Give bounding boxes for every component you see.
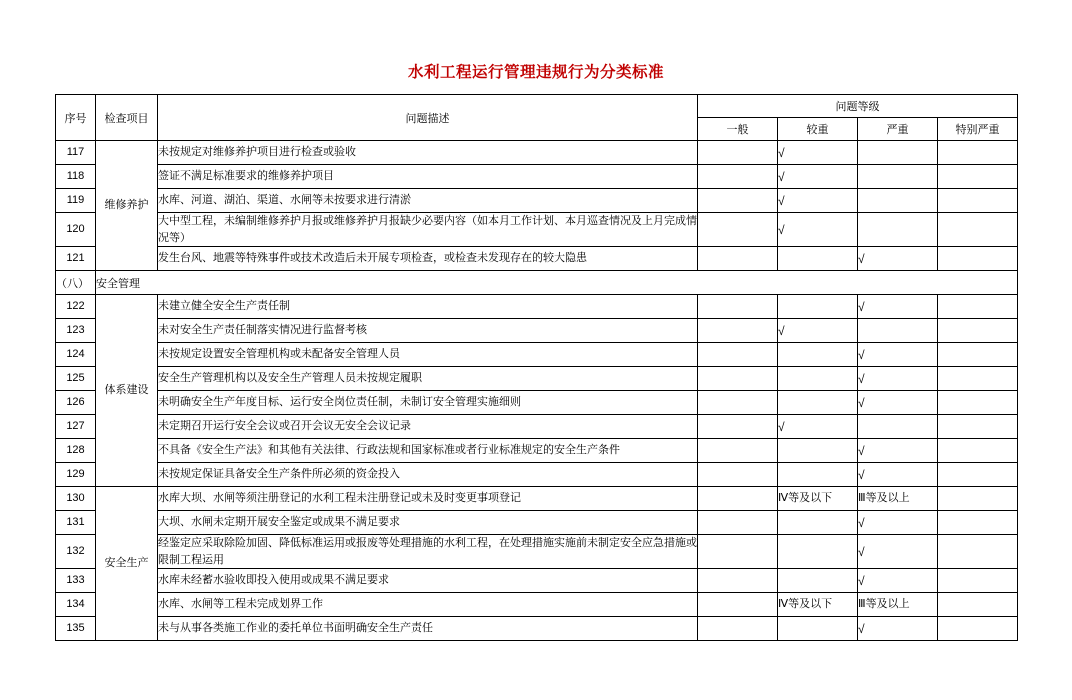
header-level-severe: 严重 [858,118,938,141]
row-seq: 119 [56,189,96,213]
row-level-moderate [778,391,858,415]
header-level-very-severe: 特别严重 [938,118,1018,141]
row-description: 未与从事各类施工作业的委托单位书面明确安全生产责任 [158,617,698,641]
section-number: （八） [56,271,96,295]
row-description: 未按规定对维修养护项目进行检查或验收 [158,141,698,165]
row-level-general [698,295,778,319]
row-seq: 125 [56,367,96,391]
row-description: 发生台风、地震等特殊事件或技术改造后未开展专项检查，或检查未发现存在的较大隐患 [158,247,698,271]
group-label-safety-production: 安全生产 [96,487,158,641]
row-seq: 122 [56,295,96,319]
row-seq: 124 [56,343,96,367]
row-description: 安全生产管理机构以及安全生产管理人员未按规定履职 [158,367,698,391]
row-level-severe: √ [858,569,938,593]
row-level-moderate: √ [778,415,858,439]
group-label-system-construction: 体系建设 [96,295,158,487]
table-header-row-1 [56,95,1018,118]
row-level-severe: √ [858,295,938,319]
header-item: 检查项目 [96,95,158,141]
row-level-general [698,535,778,569]
row-level-very-severe [938,487,1018,511]
row-level-severe [858,165,938,189]
row-description: 未明确安全生产年度目标、运行安全岗位责任制，未制订安全管理实施细则 [158,391,698,415]
row-seq: 130 [56,487,96,511]
table-row [56,189,1018,213]
row-description: 签证不满足标准要求的维修养护项目 [158,165,698,189]
row-level-moderate: √ [778,165,858,189]
row-seq: 117 [56,141,96,165]
row-level-moderate: Ⅳ等及以下 [778,487,858,511]
row-level-severe: √ [858,617,938,641]
row-level-very-severe [938,247,1018,271]
row-level-moderate: √ [778,213,858,247]
table-row [56,617,1018,641]
row-level-very-severe [938,463,1018,487]
row-seq: 118 [56,165,96,189]
row-level-moderate [778,247,858,271]
row-level-very-severe [938,391,1018,415]
row-level-general [698,213,778,247]
row-level-very-severe [938,343,1018,367]
row-description: 未建立健全安全生产责任制 [158,295,698,319]
row-level-severe: √ [858,463,938,487]
row-level-moderate: √ [778,189,858,213]
table-row [56,415,1018,439]
table-row [56,295,1018,319]
row-level-general [698,439,778,463]
row-level-severe: √ [858,343,938,367]
table-row [56,593,1018,617]
row-level-severe: √ [858,439,938,463]
row-level-moderate [778,367,858,391]
table-row [56,319,1018,343]
row-seq: 131 [56,511,96,535]
row-level-severe: Ⅲ等及以上 [858,487,938,511]
section-row-safety-management [56,271,1018,295]
row-level-very-severe [938,141,1018,165]
row-level-general [698,141,778,165]
row-level-moderate [778,511,858,535]
row-seq: 127 [56,415,96,439]
table-row [56,463,1018,487]
row-seq: 132 [56,535,96,569]
table-row [56,165,1018,189]
row-description: 未按规定设置安全管理机构或未配备安全管理人员 [158,343,698,367]
row-level-general [698,617,778,641]
row-level-very-severe [938,165,1018,189]
row-seq: 121 [56,247,96,271]
row-description: 不具备《安全生产法》和其他有关法律、行政法规和国家标准或者行业标准规定的安全生产条件 [158,439,698,463]
row-level-very-severe [938,593,1018,617]
header-level-group: 问题等级 [698,95,1018,118]
row-level-very-severe [938,617,1018,641]
row-description: 未对安全生产责任制落实情况进行监督考核 [158,319,698,343]
table-row [56,439,1018,463]
row-level-very-severe [938,367,1018,391]
row-level-severe [858,415,938,439]
row-level-general [698,343,778,367]
group-label-maintenance: 维修养护 [96,141,158,271]
row-level-general [698,487,778,511]
row-seq: 133 [56,569,96,593]
row-description: 未按规定保证具备安全生产条件所必须的资金投入 [158,463,698,487]
row-level-moderate: √ [778,141,858,165]
table-row [56,343,1018,367]
table-row [56,391,1018,415]
header-level-moderate: 较重 [778,118,858,141]
table-row [56,367,1018,391]
table-row [56,511,1018,535]
row-seq: 134 [56,593,96,617]
row-level-severe: √ [858,511,938,535]
row-description: 水库未经蓄水验收即投入使用或成果不满足要求 [158,569,698,593]
row-seq: 126 [56,391,96,415]
row-description: 经鉴定应采取除险加固、降低标准运用或报废等处理措施的水利工程，在处理措施实施前未制定安全应急措施或限制工程运用 [158,535,698,569]
row-description: 大中型工程，未编制维修养护月报或维修养护月报缺少必要内容（如本月工作计划、本月巡查情况及上月完成情况等） [158,213,698,247]
row-level-moderate [778,343,858,367]
table-row [56,535,1018,569]
row-level-severe [858,189,938,213]
table-row [56,247,1018,271]
row-level-general [698,165,778,189]
row-level-general [698,569,778,593]
row-level-general [698,189,778,213]
row-level-general [698,463,778,487]
row-level-general [698,511,778,535]
table-row [56,141,1018,165]
row-level-general [698,391,778,415]
table-row [56,569,1018,593]
row-level-general [698,319,778,343]
page-title: 水利工程运行管理违规行为分类标准 [407,64,664,81]
table-row [56,213,1018,247]
row-level-severe: √ [858,391,938,415]
row-level-severe: Ⅲ等及以上 [858,593,938,617]
row-level-severe: √ [858,367,938,391]
row-level-very-severe [938,213,1018,247]
row-level-general [698,247,778,271]
row-seq: 129 [56,463,96,487]
row-level-moderate: √ [778,319,858,343]
row-seq: 120 [56,213,96,247]
row-level-moderate: Ⅳ等及以下 [778,593,858,617]
row-level-general [698,593,778,617]
row-level-severe [858,319,938,343]
row-level-severe: √ [858,535,938,569]
row-description: 大坝、水闸未定期开展安全鉴定或成果不满足要求 [158,511,698,535]
header-description: 问题描述 [158,95,698,141]
row-level-very-severe [938,535,1018,569]
row-level-moderate [778,535,858,569]
row-level-moderate [778,439,858,463]
row-description: 水库、水闸等工程未完成划界工作 [158,593,698,617]
row-level-moderate [778,463,858,487]
row-seq: 128 [56,439,96,463]
row-level-very-severe [938,295,1018,319]
row-level-general [698,415,778,439]
row-level-severe [858,141,938,165]
row-description: 水库大坝、水闸等须注册登记的水利工程未注册登记或未及时变更事项登记 [158,487,698,511]
row-seq: 123 [56,319,96,343]
row-level-very-severe [938,319,1018,343]
row-description: 水库、河道、湖泊、渠道、水闸等未按要求进行清淤 [158,189,698,213]
row-level-severe [858,213,938,247]
row-level-very-severe [938,189,1018,213]
row-level-very-severe [938,569,1018,593]
header-seq: 序号 [56,95,96,141]
row-level-very-severe [938,511,1018,535]
section-title: 安全管理 [96,271,1018,295]
table-row [56,487,1018,511]
violation-classification-table [55,94,1018,641]
row-level-very-severe [938,439,1018,463]
row-level-severe: √ [858,247,938,271]
row-description: 未定期召开运行安全会议或召开会议无安全会议记录 [158,415,698,439]
row-level-general [698,367,778,391]
row-level-very-severe [938,415,1018,439]
row-level-moderate [778,569,858,593]
row-level-moderate [778,295,858,319]
header-level-general: 一般 [698,118,778,141]
row-level-moderate [778,617,858,641]
row-seq: 135 [56,617,96,641]
